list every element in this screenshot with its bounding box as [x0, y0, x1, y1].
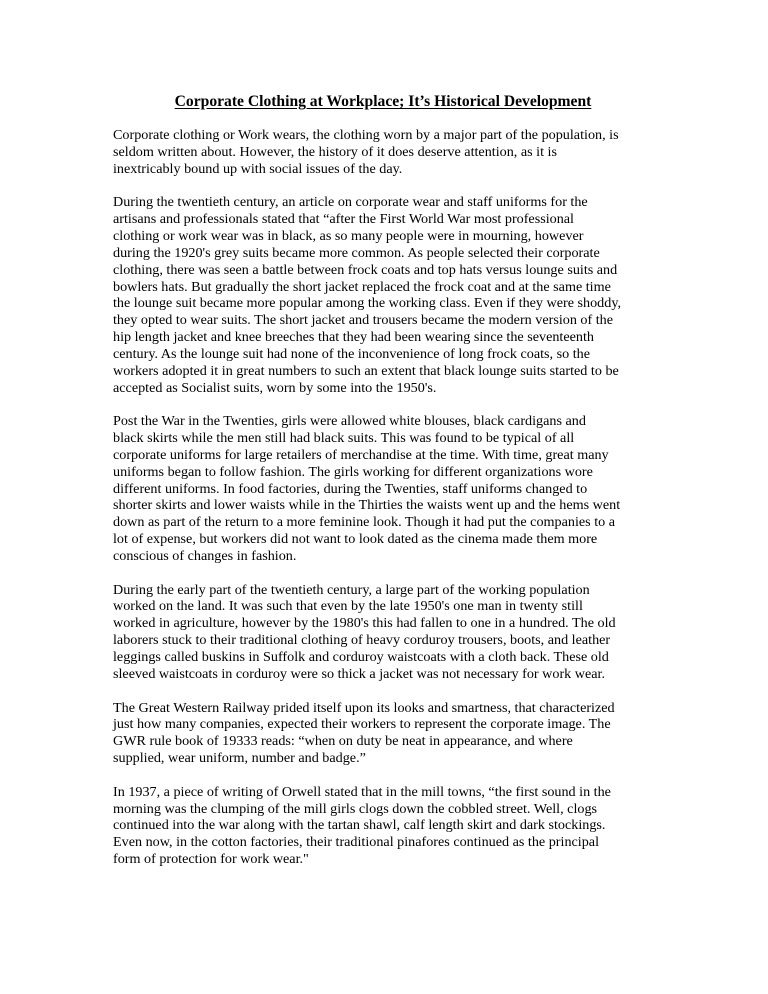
- text-line: Corporate clothing or Work wears, the clothing worn by a major part of the population, is: [113, 127, 619, 143]
- document-title: Corporate Clothing at Workplace; It’s Historical Development: [174, 93, 592, 110]
- text-line: century. As the lounge suit had none of the inconvenience of long frock coats, so the: [113, 345, 590, 362]
- text-line: bowlers hats. But gradually the short jacket replaced the frock coat and at the same time: [113, 278, 611, 295]
- text-line: just how many companies, expected their workers to represent the corporate image. The: [113, 716, 611, 733]
- text-line: the lounge suit became more popular among the working class. Even if they were shoddy,: [113, 295, 622, 312]
- text-line: worked in agriculture, however by the 1980's this had fallen to one in a hundred. The old: [113, 615, 616, 632]
- text-line: accepted as Socialist suits, worn by some into the 1950's.: [113, 379, 437, 396]
- text-line: uniforms began to follow fashion. The girls working for different organizations wore: [113, 463, 593, 480]
- text-line: During the twentieth century, an article on corporate wear and staff uniforms for the: [113, 194, 588, 211]
- paragraph-intro: [113, 127, 658, 178]
- text-line: corporate uniforms for large retailers of merchandise at the time. With time, great many: [113, 446, 609, 463]
- text-line: leggings called buskins in Suffolk and corduroy waistcoats with a cloth back. These old: [113, 649, 609, 666]
- text-line: shorter skirts and lower waists while in the Thirties the waists went up and the hems went: [113, 497, 621, 514]
- text-line: sleeved waistcoats in corduroy were so thick a jacket was not necessary for work wear.: [113, 665, 605, 682]
- paragraph-orwell: [113, 784, 658, 868]
- paragraph-working-population: [113, 582, 658, 683]
- text-line: inextricably bound up with social issues of the day.: [113, 160, 403, 177]
- text-line: workers adopted it in great numbers to such an extent that black lounge suits started to be: [113, 362, 619, 379]
- text-line: Even now, in the cotton factories, their traditional pinafores continued as the principal: [113, 834, 599, 851]
- paragraph-twenties: [113, 413, 658, 565]
- text-line: supplied, wear uniform, number and badge.”: [113, 750, 366, 767]
- text-line: worked on the land. It was such that even by the late 1950's one man in twenty still: [113, 598, 583, 615]
- paragraph-twentieth-century: [113, 194, 658, 396]
- paragraph-great-western-railway: [113, 700, 658, 767]
- text-line: different uniforms. In food factories, during the Twenties, staff uniforms changed to: [113, 480, 588, 497]
- text-line: clothing, there was seen a battle between frock coats and top hats versus lounge suits and: [113, 261, 618, 278]
- text-line: artisans and professionals stated that “after the First World War most professional: [113, 211, 574, 228]
- text-line: laborers stuck to their traditional clothing of heavy corduroy trousers, boots, and leather: [113, 632, 611, 649]
- text-line: During the early part of the twentieth century, a large part of the working population: [113, 581, 590, 598]
- text-line: during the 1920's grey suits became more common. As people selected their corporate: [113, 244, 600, 261]
- text-line: lot of expense, but workers did not want to look dated as the cinema made them more: [113, 531, 598, 548]
- text-line: down as part of the return to a more feminine look. Though it had put the companies to a: [113, 514, 615, 531]
- text-line: conscious of changes in fashion.: [113, 548, 297, 564]
- text-line: hip length jacket and knee breeches that they had been wearing since the seventeenth: [113, 329, 594, 346]
- text-line: they opted to wear suits. The short jacket and trousers became the modern version of the: [113, 312, 614, 329]
- text-line: black skirts while the men still had black suits. This was found to be typical of all: [113, 430, 575, 447]
- text-line: GWR rule book of 19333 reads: “when on duty be neat in appearance, and where: [113, 733, 573, 750]
- text-line: form of protection for work wear.": [113, 851, 309, 868]
- text-line: In 1937, a piece of writing of Orwell stated that in the mill towns, “the first sound in the: [113, 783, 611, 800]
- text-line: Post the War in the Twenties, girls were allowed white blouses, black cardigans and: [113, 413, 586, 430]
- text-line: The Great Western Railway prided itself upon its looks and smartness, that characterized: [113, 699, 615, 716]
- text-line: continued into the war along with the tartan shawl, calf length skirt and dark stockings.: [113, 817, 606, 834]
- text-line: clothing or work wear was in black, as so many people were in mourning, however: [113, 228, 584, 245]
- document-body: [113, 127, 658, 885]
- text-line: morning was the clumping of the mill girls clogs down the cobbled street. Well, clogs: [113, 800, 598, 817]
- text-line: seldom written about. However, the history of it does deserve attention, as it is: [113, 143, 557, 160]
